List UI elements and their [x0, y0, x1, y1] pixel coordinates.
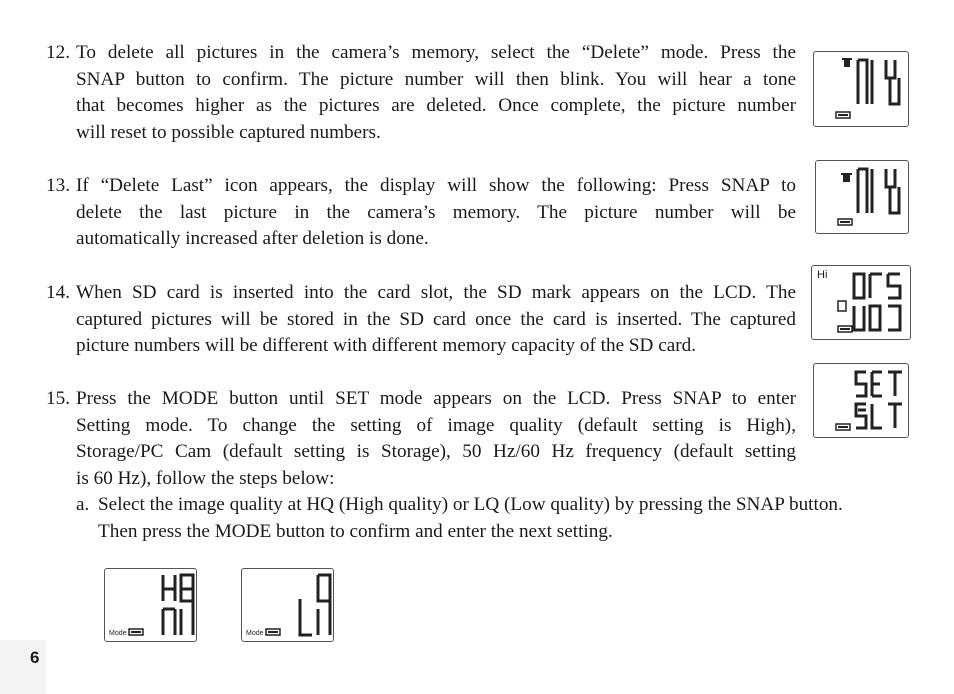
battery-icon: [129, 629, 143, 635]
battery-icon: [838, 219, 852, 225]
instruction-item-13: [46, 173, 796, 257]
delete-last-icon: [841, 173, 852, 182]
item-text-line: picture numbers will be different with different memory capacity of the SD card.: [76, 335, 697, 357]
instruction-item-14: [46, 280, 796, 364]
lcd-display-delete-all: [813, 51, 909, 127]
item-number: 13.: [46, 175, 70, 196]
item-text-line: automatically increased after deletion is done.: [76, 228, 429, 250]
lcd-readout-018: [814, 52, 907, 125]
item-text-line: To delete all pictures in the camera’s memory, select the “Delete” mode. Press the: [76, 42, 796, 63]
instruction-item-12: [46, 40, 796, 150]
sub-item-a: [76, 492, 916, 548]
item-text-line: Select the image quality at HQ (High quality) or LQ (Low quality) by pressing the SNAP button.: [98, 494, 843, 515]
item-text-line: If “Delete Last” icon appears, the display will show the following: Press SNAP to: [76, 175, 796, 196]
item-text-line: delete the last picture in the camera’s memory. The picture number will be: [76, 201, 796, 223]
item-number: 14.: [46, 282, 70, 303]
item-number: 12.: [46, 42, 70, 63]
item-text-line: is 60 Hz), follow the steps below:: [76, 467, 335, 489]
item-text-line: will reset to possible captured numbers.: [76, 121, 381, 143]
lcd-readout-018: [816, 161, 907, 232]
item-text-line: Setting mode. To change the setting of image quality (default setting is High),: [76, 414, 796, 436]
lcd-display-set-mode: [813, 363, 909, 438]
item-text-line: Then press the MODE button to confirm and enter the next setting.: [98, 520, 613, 542]
mode-indicator: Mode: [246, 630, 264, 637]
lcd-readout-hq: [105, 569, 195, 640]
lcd-display-high-quality: [104, 568, 197, 642]
mode-indicator: Mode: [109, 630, 127, 637]
instruction-item-15: [46, 386, 796, 496]
quality-indicator: Hi: [817, 269, 828, 281]
item-text-line: captured pictures will be stored in the SD card once the card is inserted. The captured: [76, 308, 796, 330]
page-number: 6: [30, 648, 40, 667]
sub-item-marker: a.: [76, 494, 90, 515]
sd-card-icon: [838, 301, 846, 311]
battery-icon: [836, 112, 850, 118]
lcd-readout-set: [814, 364, 907, 436]
item-text-line: Storage/PC Cam (default setting is Storage), 50 Hz/60 Hz frequency (default setting: [76, 441, 796, 463]
item-text-line: When SD card is inserted into the card slot, the SD mark appears on the LCD. The: [76, 282, 796, 303]
lcd-display-sd-card: [811, 265, 911, 340]
lcd-readout-lq: [242, 569, 332, 640]
battery-icon: [838, 326, 852, 332]
item-number: 15.: [46, 388, 70, 409]
item-text-line: that becomes higher as the pictures are deleted. Once complete, the picture number: [76, 95, 796, 117]
lcd-display-low-quality: [241, 568, 334, 642]
trash-icon: [842, 58, 852, 67]
item-text-line: SNAP button to confirm. The picture number will then blink. You will hear a tone: [76, 68, 796, 90]
battery-icon: [836, 424, 850, 430]
battery-icon: [266, 629, 280, 635]
item-text-line: Press the MODE button until SET mode appears on the LCD. Press SNAP to enter: [76, 388, 796, 409]
lcd-display-delete-last: [815, 160, 909, 234]
